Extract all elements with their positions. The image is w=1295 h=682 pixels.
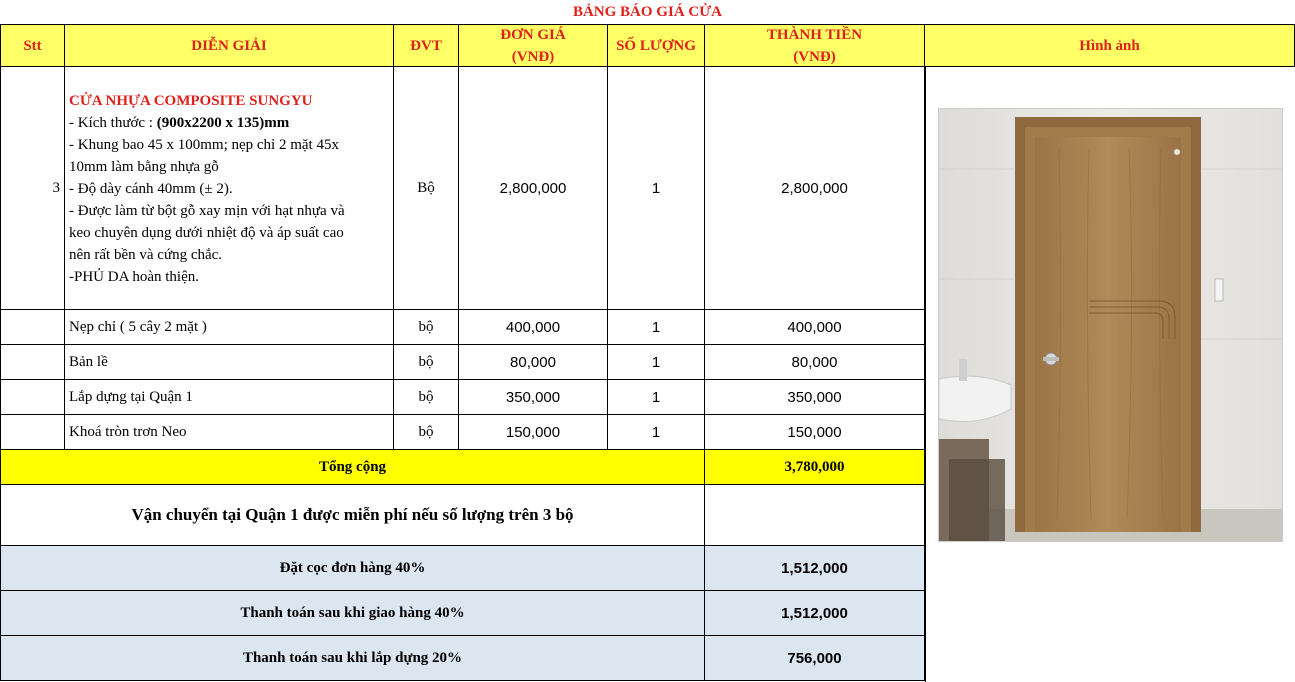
row-don-gia: 80,000 [459,345,608,380]
door-photo [938,108,1283,542]
header-dvt: ĐVT [394,24,459,67]
payment-value: 1,512,000 [705,591,925,636]
product-size [69,112,387,134]
row-so-luong: 1 [608,380,705,415]
header-thanh-tien-line1: THÀNH TIỀN [766,26,863,43]
row-stt [0,380,65,415]
header-thanh-tien-line2: (VNĐ) [793,48,836,65]
row-stt [0,345,65,380]
product-spec-line: - Độ dày cánh 40mm (± 2). [69,181,233,197]
product-spec-line: nên rất bền và cứng chắc. [69,247,223,263]
main-item-so-luong: 1 [608,67,705,310]
total-label: Tổng cộng [0,450,705,485]
main-item-description [65,67,394,310]
main-item-don-gia: 2,800,000 [459,67,608,310]
header-don-gia-line2: (VNĐ) [511,48,555,65]
payment-label: Đặt cọc đơn hàng 40% [0,546,705,591]
header-don-gia [459,24,608,67]
shipping-note: Vận chuyển tại Quận 1 được miễn phí nếu số lượng trên 3 bộ [0,485,705,546]
row-description: Nẹp chỉ ( 5 cây 2 mặt ) [65,310,394,345]
product-spec-line: -PHỦ DA hoàn thiện. [69,269,199,285]
payment-value: 756,000 [705,636,925,681]
main-item-thanh-tien: 2,800,000 [705,67,925,310]
header-thanh-tien [705,24,925,67]
product-spec-line: - Được làm từ bột gỗ xay mịn với hạt nhựa và [69,203,345,219]
row-thanh-tien: 400,000 [705,310,925,345]
image-column-border [925,67,926,682]
row-description: Lắp dựng tại Quận 1 [65,380,394,415]
header-stt: Stt [0,24,65,67]
product-spec-line: keo chuyên dụng dưới nhiệt độ và áp suất cao [69,225,344,241]
door-photo-illustration [939,109,1283,542]
row-so-luong: 1 [608,415,705,450]
header-so-luong: SỐ LƯỢNG [608,24,705,67]
row-so-luong: 1 [608,345,705,380]
row-stt [0,310,65,345]
row-don-gia: 150,000 [459,415,608,450]
row-dvt: bộ [394,345,459,380]
product-spec-line: 10mm làm bằng nhựa gỗ [69,159,219,175]
header-dien-giai: DIỄN GIẢI [65,24,394,67]
row-stt [0,415,65,450]
row-don-gia: 400,000 [459,310,608,345]
row-thanh-tien: 350,000 [705,380,925,415]
row-thanh-tien: 150,000 [705,415,925,450]
quote-title: BẢNG BÁO GIÁ CỬA [572,4,723,20]
payment-value: 1,512,000 [705,546,925,591]
total-value: 3,780,000 [705,450,925,485]
payment-label: Thanh toán sau khi lắp dựng 20% [0,636,705,681]
row-dvt: bộ [394,310,459,345]
row-dvt: bộ [394,380,459,415]
product-spec-line: - Khung bao 45 x 100mm; nẹp chỉ 2 mặt 45x [69,137,339,153]
payment-label: Thanh toán sau khi giao hàng 40% [0,591,705,636]
row-don-gia: 350,000 [459,380,608,415]
row-dvt: bộ [394,415,459,450]
product-size-value: (900x2200 x 135)mm [156,115,290,131]
shipping-note-empty-cell [705,485,925,546]
header-hinh-anh: Hình ảnh [925,24,1295,67]
main-item-stt: 3 [0,67,65,310]
row-description: Khoá tròn trơn Neo [65,415,394,450]
header-don-gia-line1: ĐƠN GIÁ [500,26,566,43]
row-thanh-tien: 80,000 [705,345,925,380]
main-item-dvt: Bộ [394,67,459,310]
product-name: CỬA NHỰA COMPOSITE SUNGYU [69,93,313,109]
product-size-label: - Kích thước : [69,115,157,131]
row-so-luong: 1 [608,310,705,345]
row-description: Bản lề [65,345,394,380]
